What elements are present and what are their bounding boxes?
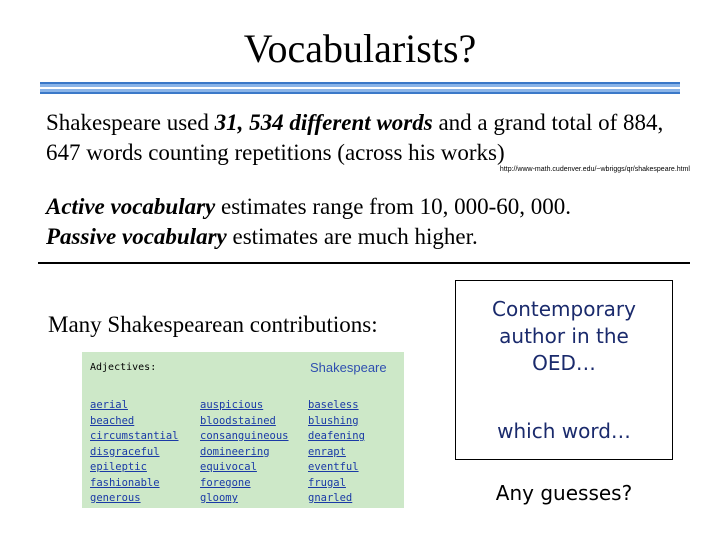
adjective-link[interactable]: gnarled [308, 492, 353, 504]
slide-title: Vocabularists? [243, 26, 477, 71]
adjective-link[interactable]: bloodstained [200, 414, 276, 427]
p1-text-a: Shakespeare used [46, 110, 215, 135]
adjectives-column-1 [90, 398, 179, 507]
adjective-link[interactable]: enrapt [308, 445, 346, 458]
title-underline [40, 82, 680, 94]
adjectives-heading: Adjectives: [90, 362, 157, 373]
p1-text-c: and a grand total of 884, 647 words counting repetitions (across his works) [46, 110, 664, 165]
oed-line-1: Contemporary [492, 297, 636, 321]
oed-line-2: author in the [499, 324, 629, 348]
adjective-link[interactable]: fashionable [90, 476, 160, 489]
adjective-link[interactable]: blushing [308, 414, 359, 427]
adjective-link[interactable]: aerial [90, 399, 128, 411]
paragraph-word-count [46, 108, 686, 168]
adjective-link[interactable]: generous [90, 492, 141, 504]
divider [38, 262, 690, 264]
adjective-link[interactable]: deafening [308, 430, 365, 442]
adjectives-column-2 [200, 398, 289, 507]
adjectives-panel [82, 352, 404, 508]
paragraph-vocabulary [46, 192, 686, 252]
adjective-link[interactable]: gloomy [200, 492, 238, 504]
adjective-link[interactable]: baseless [308, 399, 359, 411]
adjective-link[interactable]: circumstantial [90, 430, 179, 442]
adjective-link[interactable]: foregone [200, 476, 251, 489]
adjectives-column-3 [308, 398, 365, 507]
adjective-link[interactable]: equivocal [200, 461, 257, 473]
active-vocabulary-text: estimates range from 10, 000-60, 000. [215, 194, 572, 219]
any-guesses-text: Any guesses? [495, 481, 633, 505]
p1-emphasis: 31, 534 different words [214, 110, 433, 135]
passive-vocabulary-term: Passive vocabulary [46, 224, 227, 249]
adjective-link[interactable]: consanguineous [200, 430, 289, 442]
adjective-link[interactable]: auspicious [200, 399, 264, 411]
adjective-link[interactable]: eventful [308, 461, 359, 473]
oed-callout-text [455, 296, 673, 377]
source-url[interactable]: http://www-math.cudenver.edu/~wbriggs/qr/shakespeare.html [499, 166, 690, 173]
contributions-label: Many Shakespearean contributions: [48, 312, 378, 337]
adjective-link[interactable]: frugal [308, 476, 346, 489]
adjective-link[interactable]: disgraceful [90, 445, 160, 458]
adjective-link[interactable]: beached [90, 414, 135, 427]
adjective-link[interactable]: epileptic [90, 461, 147, 473]
which-word-text: which word… [497, 419, 631, 443]
oed-line-3: OED… [532, 351, 596, 375]
active-vocabulary-term: Active vocabulary [46, 194, 216, 219]
adjective-link[interactable]: domineering [200, 445, 270, 458]
shakespeare-label: Shakespeare [310, 360, 387, 375]
passive-vocabulary-text: estimates are much higher. [226, 224, 478, 249]
